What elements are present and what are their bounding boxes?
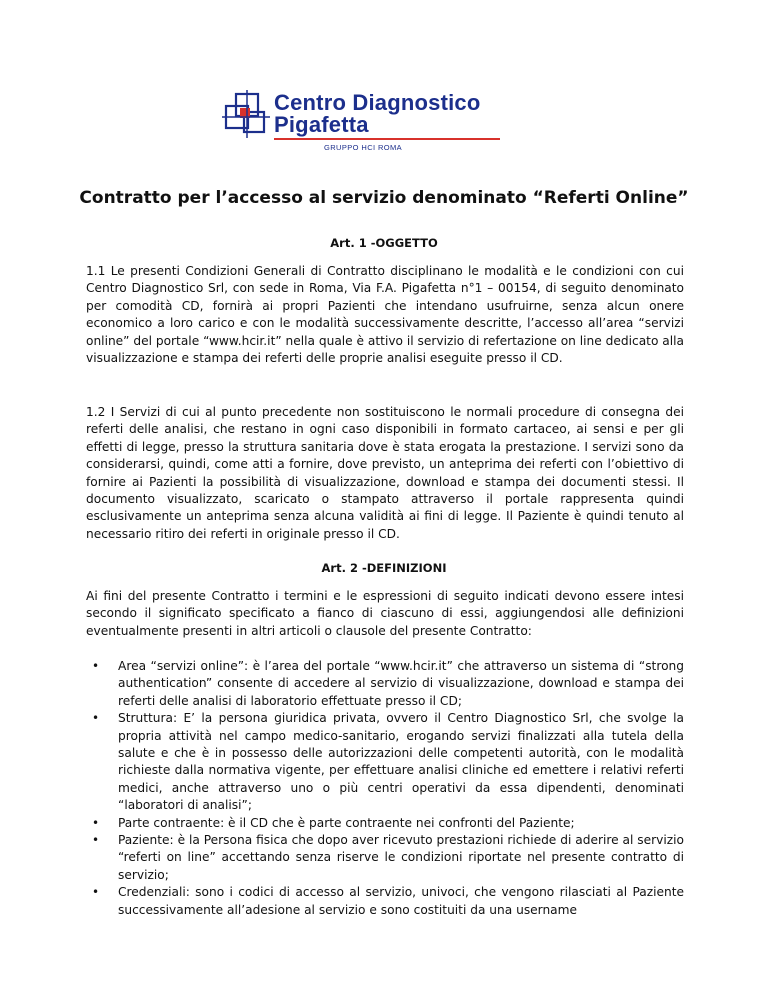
list-item xyxy=(86,815,684,832)
bullet-icon: • xyxy=(92,711,100,726)
document-title: Contratto per l’accesso al servizio denominato “Referti Online” xyxy=(79,188,689,208)
list-item xyxy=(86,710,684,814)
list-item xyxy=(86,884,684,919)
logo-wordmark xyxy=(274,92,481,136)
list-item-text: Paziente: è la Persona fisica che dopo aver ricevuto prestazioni richiede di aderire al servizio “referti on line” accettando senza riserve le condizioni riportate nel presente contratto di servizio; xyxy=(118,833,684,882)
logo-group-label: GRUPPO HCI ROMA xyxy=(324,143,403,152)
logo-mark-icon xyxy=(222,90,272,140)
bullet-icon: • xyxy=(92,885,100,900)
list-item-text: Parte contraente: è il CD che è parte contraente nei confronti del Paziente; xyxy=(118,815,575,830)
logo-line2: Pigafetta xyxy=(274,112,369,137)
bullet-icon: • xyxy=(92,815,100,830)
list-item-text: Credenziali: sono i codici di accesso al servizio, univoci, che vengono rilasciati al Paziente successivamente all’adesione al servizio e sono costituiti da una username xyxy=(118,885,684,917)
art1-paragraph-1: 1.1 Le presenti Condizioni Generali di Contratto disciplinano le modalità e le condizioni con cui Centro Diagnostico Srl, con sede in Roma, Via F.A. Pigafetta n°1 – 00154, di seguito denominato per comodità CD, fornirà ai propri Pazienti che intendano usufruirne, senza alcun onere economico a loro carico e con le modalità successivamente descritte, l’accesso all’area “servizi online” del portale “www.hcir.it” nella quale è attivo il servizio di refertazione on line dedicato alla visualizzazione e stampa dei referti delle proprie analisi eseguite presso il CD. xyxy=(86,264,684,366)
art2-intro: Ai fini del presente Contratto i termini e le espressioni di seguito indicati devono essere intesi secondo il significato specificato a fianco di ciascuno di essi, aggiungendosi alle definizioni eventualmente presenti in altri articoli o clausole del presente Contratto: xyxy=(86,589,684,638)
list-item-text: Area “servizi online”: è l’area del portale “www.hcir.it” che attraverso un sistema di “strong authentication” consente di accedere al servizio di visualizzazione, download e stampa dei referti delle analisi di laboratorio effettuate presso il CD; xyxy=(118,659,684,708)
list-item xyxy=(86,832,684,884)
bullet-icon: • xyxy=(92,833,100,848)
logo-divider xyxy=(274,138,500,140)
list-item xyxy=(86,658,684,710)
company-logo xyxy=(222,90,502,156)
bullet-icon: • xyxy=(92,659,100,673)
art2-heading: Art. 2 -DEFINIZIONI xyxy=(321,561,447,575)
list-item-text: Struttura: E’ la persona giuridica privata, ovvero il Centro Diagnostico Srl, che svolge la propria attività nel campo medico-sanitario, erogando servizi finalizzati alla tutela della salute e che è in possesso delle autorizzazioni delle competenti autorità, con le modalità richieste dalla normativa vigente, per effettuare analisi cliniche ed emettere i relativi referti medici, anche attraverso uno o più centri operativi da essa dipendenti, denominati “laboratori di analisi”; xyxy=(118,711,684,813)
art1-paragraph-2: 1.2 I Servizi di cui al punto precedente non sostituiscono le normali procedure di consegna dei referti delle analisi, che restano in ogni caso disponibili in formato cartaceo, ai sensi e per gli effetti di legge, presso la struttura sanitaria dove è stata erogata la prestazione. I servizi sono da considerarsi, quindi, come atti a fornire, dove previsto, un anteprima dei referti con l’obiettivo di fornire ai Pazienti la possibilità di visualizzazione, download e stampa dei documenti stessi. Il documento visualizzato, scaricato o stampato attraverso il portale rappresenta quindi esclusivamente un anteprima senza alcuna validità ai fini di legge. Il Paziente è quindi tenuto al necessario ritiro dei referti in originale presso il CD. xyxy=(86,405,684,541)
definitions-list xyxy=(86,658,684,919)
logo-line1: Centro Diagnostico xyxy=(274,90,481,115)
art1-heading: Art. 1 -OGGETTO xyxy=(330,236,438,250)
